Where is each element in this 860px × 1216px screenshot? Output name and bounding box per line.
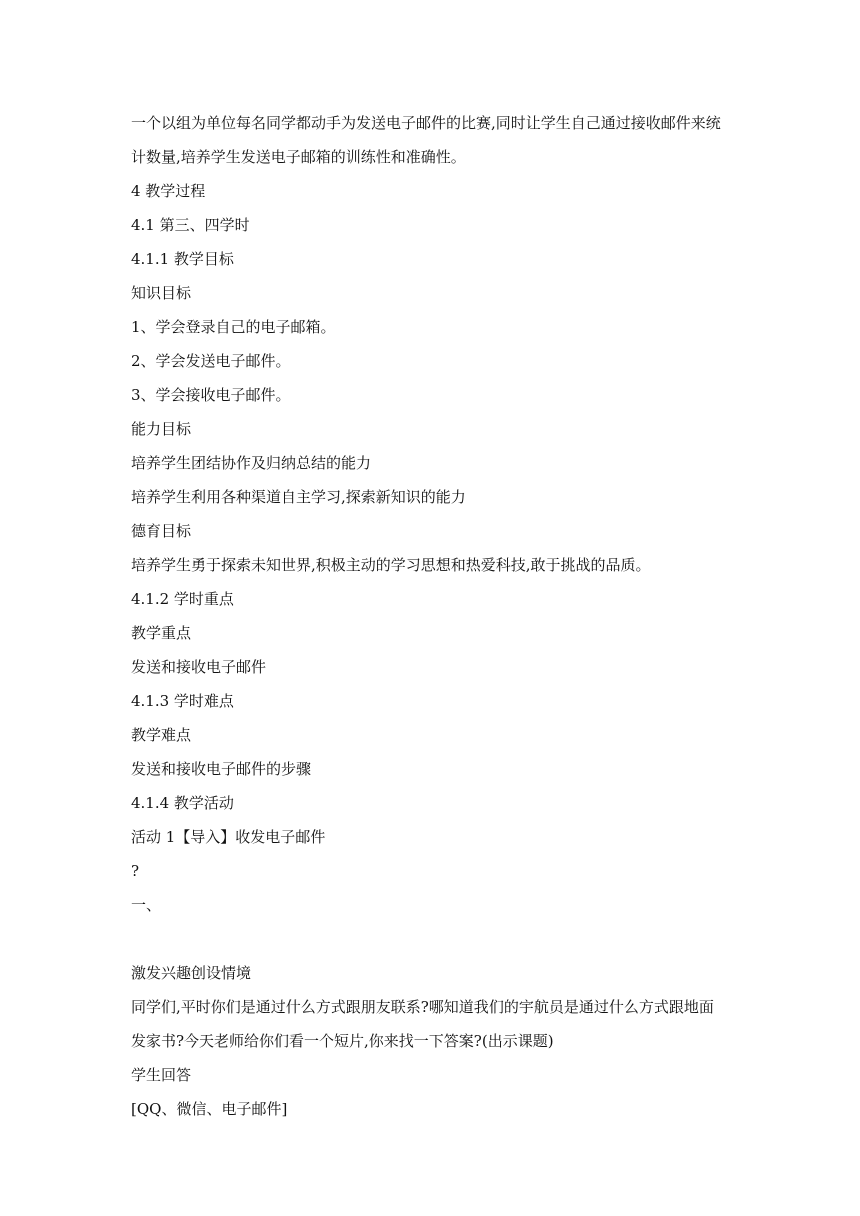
paragraph-line: 培养学生团结协作及归纳总结的能力 bbox=[131, 454, 372, 472]
paragraph-line: 培养学生勇于探索未知世界,积极主动的学习思想和热爱科技,敢于挑战的品质。 bbox=[131, 556, 651, 574]
label-line: 教学重点 bbox=[131, 624, 192, 642]
list-item: 3、学会接收电子邮件。 bbox=[131, 386, 291, 404]
subsection-heading: 4.1.1 教学目标 bbox=[131, 250, 234, 268]
subsection-heading: 4.1.4 教学活动 bbox=[131, 794, 234, 812]
section-heading: 4 教学过程 bbox=[131, 182, 206, 200]
subsection-heading: 4.1.3 学时难点 bbox=[131, 692, 234, 710]
paragraph-line: 培养学生利用各种渠道自主学习,探索新知识的能力 bbox=[131, 488, 466, 506]
paragraph-line: 同学们,平时你们是通过什么方式跟朋友联系?哪知道我们的宇航员是通过什么方式跟地面 bbox=[131, 998, 714, 1016]
paragraph-line: 发送和接收电子邮件 bbox=[131, 658, 267, 676]
list-item: 2、学会发送电子邮件。 bbox=[131, 352, 291, 370]
label-line: 学生回答 bbox=[131, 1066, 192, 1084]
subsection-heading: 4.1.2 学时重点 bbox=[131, 590, 234, 608]
document-body bbox=[131, 106, 751, 1126]
paragraph-line: 计数量,培养学生发送电子邮箱的训练性和准确性。 bbox=[131, 148, 466, 166]
activity-title: 活动 1【导入】收发电子邮件 bbox=[131, 828, 326, 846]
list-marker: 一、 bbox=[131, 896, 162, 914]
placeholder-mark: ? bbox=[131, 862, 140, 880]
paragraph-line: 发送和接收电子邮件的步骤 bbox=[131, 760, 312, 778]
label-line: 知识目标 bbox=[131, 284, 192, 302]
paragraph-line: 发家书?今天老师给你们看一个短片,你来找一下答案?(出示课题) bbox=[131, 1032, 554, 1050]
label-line: 教学难点 bbox=[131, 726, 192, 744]
list-item: 1、学会登录自己的电子邮箱。 bbox=[131, 318, 336, 336]
subsection-heading: 4.1 第三、四学时 bbox=[131, 216, 250, 234]
answer-line: [QQ、微信、电子邮件] bbox=[131, 1100, 288, 1118]
label-line: 能力目标 bbox=[131, 420, 192, 438]
paragraph-line: 一个以组为单位每名同学都动手为发送电子邮件的比赛,同时让学生自己通过接收邮件来统 bbox=[131, 114, 721, 132]
label-line: 德育目标 bbox=[131, 522, 192, 540]
blank-line bbox=[131, 922, 751, 956]
label-line: 激发兴趣创设情境 bbox=[131, 964, 252, 982]
